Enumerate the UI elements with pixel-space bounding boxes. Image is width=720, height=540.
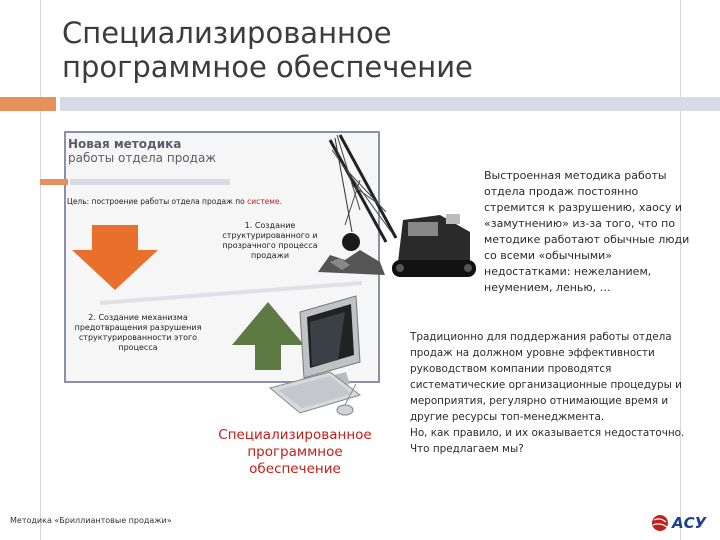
right-text-bottom-p1: Традиционно для поддержания работы отдела продаж на должном уровне эффективности руководством компании проводятся систематические организационные процедуры и мероприятия, регулярно отнимающие время и другие ресурсы топ-менеджмента.	[410, 331, 682, 423]
goal-prefix: Цель: построение работы отдела продаж по	[67, 197, 248, 206]
goal-highlight: системе.	[247, 197, 282, 206]
step-1-text: 1. Создание структурированного и прозрачного процесса продажи	[222, 221, 318, 260]
up-arrow-icon	[232, 302, 304, 370]
method-title-line1: Новая методика	[68, 137, 182, 151]
method-title-line2: работы отдела продаж	[68, 151, 217, 165]
crane-icon	[318, 135, 476, 277]
asu-logo	[650, 508, 712, 534]
product-label: Специализированное программное обеспечение	[218, 427, 372, 477]
logo-text: АСУ	[672, 514, 707, 532]
down-arrow-icon	[72, 225, 158, 290]
slide-title-line1: Специализированное	[62, 16, 392, 50]
right-text-bottom-p2: Но, как правило, и их оказывается недостаточно. Что предлагаем мы?	[410, 427, 685, 455]
right-text-top: Выстроенная методика работы отдела продаж постоянно стремится к разрушению, хаосу и «замутнению» из-за того, что по методике работают обычные люди со всеми «обычными» недостатками: нежеланием, неумением, ленью, …	[484, 169, 690, 294]
footer-text: Методика «Бриллиантовые продажи»	[10, 516, 172, 525]
logo-icon	[650, 508, 712, 534]
computer-icon	[270, 296, 360, 415]
right-text-bottom	[410, 329, 690, 457]
process-divider-line	[100, 283, 362, 303]
slide-title-line2: программное обеспечение	[62, 50, 473, 84]
step-2-text: 2. Создание механизма предотвращения разрушения структурированности этого процесса	[74, 313, 202, 352]
